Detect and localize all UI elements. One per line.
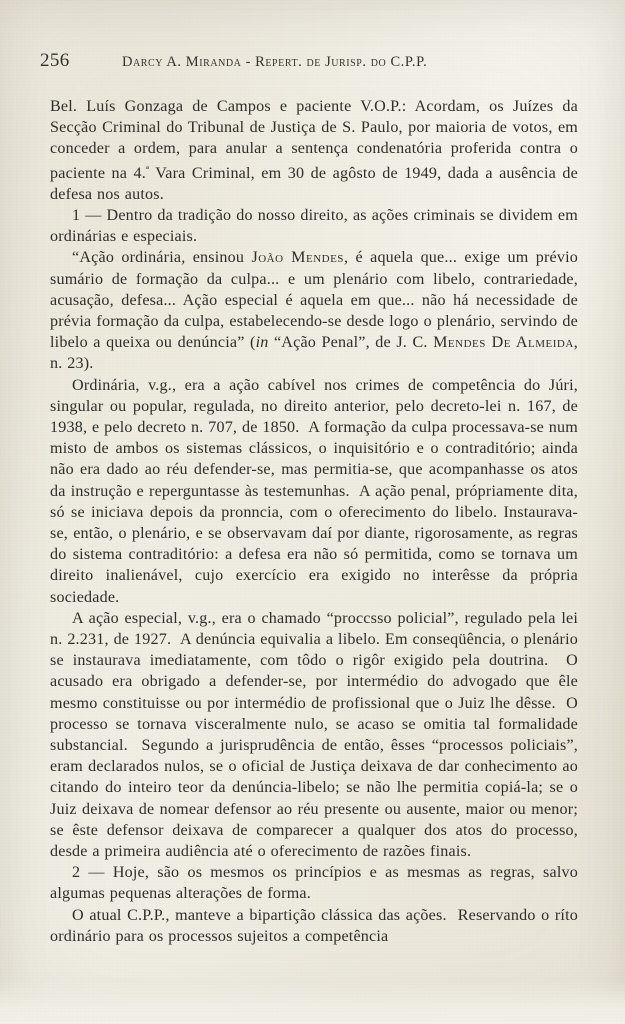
paragraph-item-2: 2 — Hoje, são os mesmos os princípios e as mesmas as regras, salvo algumas pequenas alterações de forma.: [50, 864, 578, 903]
paragraph-acao-especial: A ação especial, v.g., era o chamado “proccsso policial”, regulado pela lei n. 2.231, de 1927. A denúncia equivalia a libelo. Em conseqüência, o plenário se instaurava imediatamente, com tôdo o rigôr exigido pela doutrina. O acusado era obrigado a defender-se, por intermédio do advogado que êle mesmo constituisse ou por intermédio de profissional que o Juiz lhe dêsse. O processo se tornava visceralmente nulo, se acaso se omitia tal formalidade substancial. Segundo a jurisprudência de então, êsses “processos policiais”, eram declarados nulos, se o oficial de Justiça deixava de dar conhecimento ao citando do inteiro teor da denúncia-libelo; se não lhe permitia copiá-la; se o Juiz deixava de nomear defensor ao réu presente ou ausente, maior ou menor; se êste defensor deixava de comparecer a qualquer dos atos do processo, desde a primeira audiência até o oferecimento de razões finais.: [50, 609, 578, 860]
paragraph-ordinaria: Ordinária, v.g., era a ação cabível nos crimes de competência do Júri, singular ou popular, regulada, no direito anterior, pelo decreto-lei n. 167, de 1938, e pelo decreto n. 707, de 1850. A formação da culpa processava-se num misto de ambos os sistemas clássicos, o inquisitório e o contraditório; ainda não era dado ao réu defender-se, mas permitia-se, que acompanhasse os atos da instrução e reperguntasse às testemunhas. A ação penal, própriamente dita, só se iniciava depois da pronncia, com o oferecimento do libelo. Instaurava-se, então, o plenário, e se observavam daí por diante, rigorosamente, as regras do sistema contraditório: a defesa era não só permitida, como se tornava um direito inalienável, cujo exercício era exigido no interêsse da própria sociedade.: [50, 376, 578, 606]
running-head-title: Darcy A. Miranda - Repert. de Jurisp. do C.P.P.: [122, 54, 428, 70]
italic-in: in: [255, 334, 269, 352]
page-number: 256: [40, 50, 70, 71]
body-text: [50, 96, 578, 947]
name-joao-mendes: João Mendes: [251, 249, 344, 267]
paragraph-acordam: Bel. Luís Gonzaga de Campos e paciente V.O.P.: Acordam, os Juízes da Secção Criminal do Tribunal de Justiça de S. Paulo, por maioria de votos, em conceder a ordem, para anular a sentença condenatória proferida contra o paciente na 4.$^ª$ Vara Criminal, em 30 de agôsto de 1949, dada a ausência de defesa nos autos.: [50, 98, 579, 203]
running-head: [40, 50, 585, 76]
paragraph-acao-ordinaria-citacao: “Ação ordinária, ensinou João Mendes, é aquela que... exige um prévio sumário de formação da culpa... e um plenário com libelo, contrariedade, acusação, defesa... Ação especial é aquela em que... não há necessidade de prévia formação da culpa, estabelecendo-se desde logo o plenário, servindo de libelo a queixa ou denúncia” (in “Ação Penal”, de J. C. Mendes De Almeida, n. 23).: [50, 249, 579, 373]
page-bottom-fade: [0, 980, 625, 1024]
paragraph-item-1: 1 — Dentro da tradição do nosso direito, as ações criminais se dividem em ordinárias e especiais.: [50, 206, 578, 246]
paragraph-cpp-atual: O atual C.P.P., manteve a bipartição clássica das ações. Reservando o ríto ordinário para os processos sujeitos a competência: [50, 906, 578, 945]
name-mendes-de-almeida: Mendes De Almeida: [433, 334, 574, 352]
